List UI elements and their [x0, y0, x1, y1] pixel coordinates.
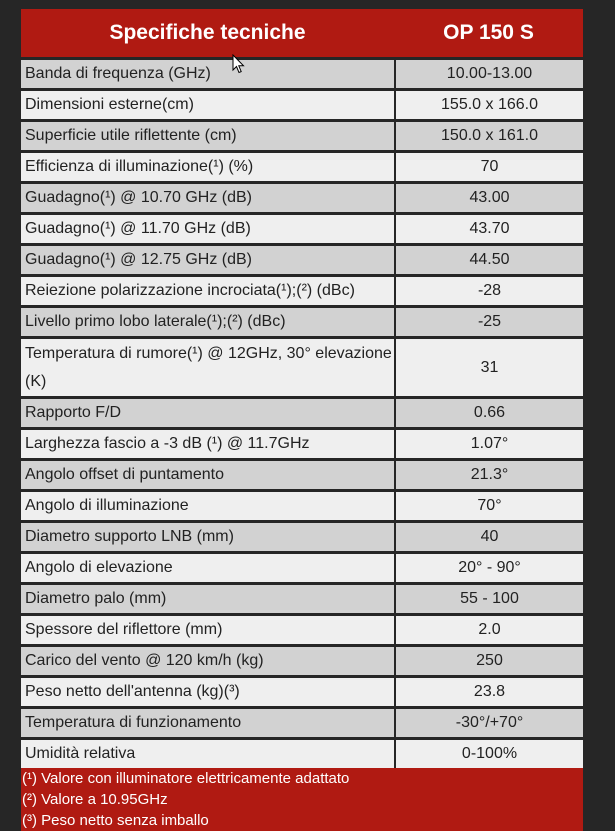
table-row: [21, 554, 583, 585]
table-row: [21, 399, 583, 430]
row-value: 0.66: [394, 399, 583, 430]
table-row: [21, 339, 583, 399]
table-row: [21, 492, 583, 523]
footnote-1: (¹) Valore con illuminatore elettricamente adattato: [22, 770, 350, 787]
footnote-3: (³) Peso netto senza imballo: [22, 812, 209, 829]
row-label: Peso netto dell'antenna (kg)(³): [21, 678, 394, 709]
row-label: Efficienza di illuminazione(¹) (%): [21, 153, 394, 184]
row-value: 43.70: [394, 215, 583, 246]
row-value: -25: [394, 308, 583, 339]
row-label: Banda di frequenza (GHz): [21, 60, 394, 91]
row-label: Temperatura di funzionamento: [21, 709, 394, 740]
row-value: 44.50: [394, 246, 583, 277]
table-row: [21, 647, 583, 678]
row-value: 155.0 x 166.0: [394, 91, 583, 122]
row-label: Diametro palo (mm): [21, 585, 394, 616]
row-value: 21.3°: [394, 461, 583, 492]
row-label: Spessore del riflettore (mm): [21, 616, 394, 647]
row-label: Angolo di illuminazione: [21, 492, 394, 523]
table-row: [21, 709, 583, 740]
table-row: [21, 616, 583, 647]
mouse-pointer-icon: [232, 54, 246, 74]
row-value: 40: [394, 523, 583, 554]
row-label: Guadagno(¹) @ 10.70 GHz (dB): [21, 184, 394, 215]
table-row: [21, 308, 583, 339]
table-row: [21, 91, 583, 122]
row-value: 43.00: [394, 184, 583, 215]
row-label: Diametro supporto LNB (mm): [21, 523, 394, 554]
table-row: [21, 523, 583, 554]
row-label: Superficie utile riflettente (cm): [21, 122, 394, 153]
row-label: Larghezza fascio a -3 dB (¹) @ 11.7GHz: [21, 430, 394, 461]
footnote-2: (²) Valore a 10.95GHz: [22, 791, 168, 808]
table-row: [21, 678, 583, 709]
row-value: 70°: [394, 492, 583, 523]
row-value: 0-100%: [394, 740, 583, 768]
row-label: Reiezione polarizzazione incrociata(¹);(²) (dBc): [21, 277, 394, 308]
row-label: Rapporto F/D: [21, 399, 394, 430]
table-row: [21, 277, 583, 308]
table-row: [21, 246, 583, 277]
header-model-name: OP 150 S: [394, 9, 583, 60]
row-value: -30°/+70°: [394, 709, 583, 740]
table-row: [21, 585, 583, 616]
row-value: 70: [394, 153, 583, 184]
row-value: 2.0: [394, 616, 583, 647]
table-row: [21, 60, 583, 91]
row-value: 1.07°: [394, 430, 583, 461]
table-row: [21, 461, 583, 492]
row-value: 23.8: [394, 678, 583, 709]
table-row: [21, 184, 583, 215]
row-value: 55 - 100: [394, 585, 583, 616]
footnotes: [21, 768, 583, 831]
row-label: Temperatura di rumore(¹) @ 12GHz, 30° elevazione (K): [21, 339, 394, 399]
row-label: Guadagno(¹) @ 12.75 GHz (dB): [21, 246, 394, 277]
row-value: 31: [394, 339, 583, 399]
table-row: [21, 122, 583, 153]
row-label: Umidità relativa: [21, 740, 394, 768]
spec-table: [21, 9, 583, 768]
table-header-row: [21, 9, 583, 60]
row-label: Carico del vento @ 120 km/h (kg): [21, 647, 394, 678]
table-row: [21, 430, 583, 461]
row-value: 150.0 x 161.0: [394, 122, 583, 153]
row-value: -28: [394, 277, 583, 308]
row-label: Angolo di elevazione: [21, 554, 394, 585]
spec-table-container: [21, 9, 583, 831]
header-specs-title: Specifiche tecniche: [21, 9, 394, 60]
row-value: 10.00-13.00: [394, 60, 583, 91]
table-row: [21, 215, 583, 246]
table-row: [21, 153, 583, 184]
row-label: Guadagno(¹) @ 11.70 GHz (dB): [21, 215, 394, 246]
table-row: [21, 740, 583, 768]
row-value: 20° - 90°: [394, 554, 583, 585]
row-label: Angolo offset di puntamento: [21, 461, 394, 492]
row-label: Dimensioni esterne(cm): [21, 91, 394, 122]
row-value: 250: [394, 647, 583, 678]
row-label: Livello primo lobo laterale(¹);(²) (dBc): [21, 308, 394, 339]
